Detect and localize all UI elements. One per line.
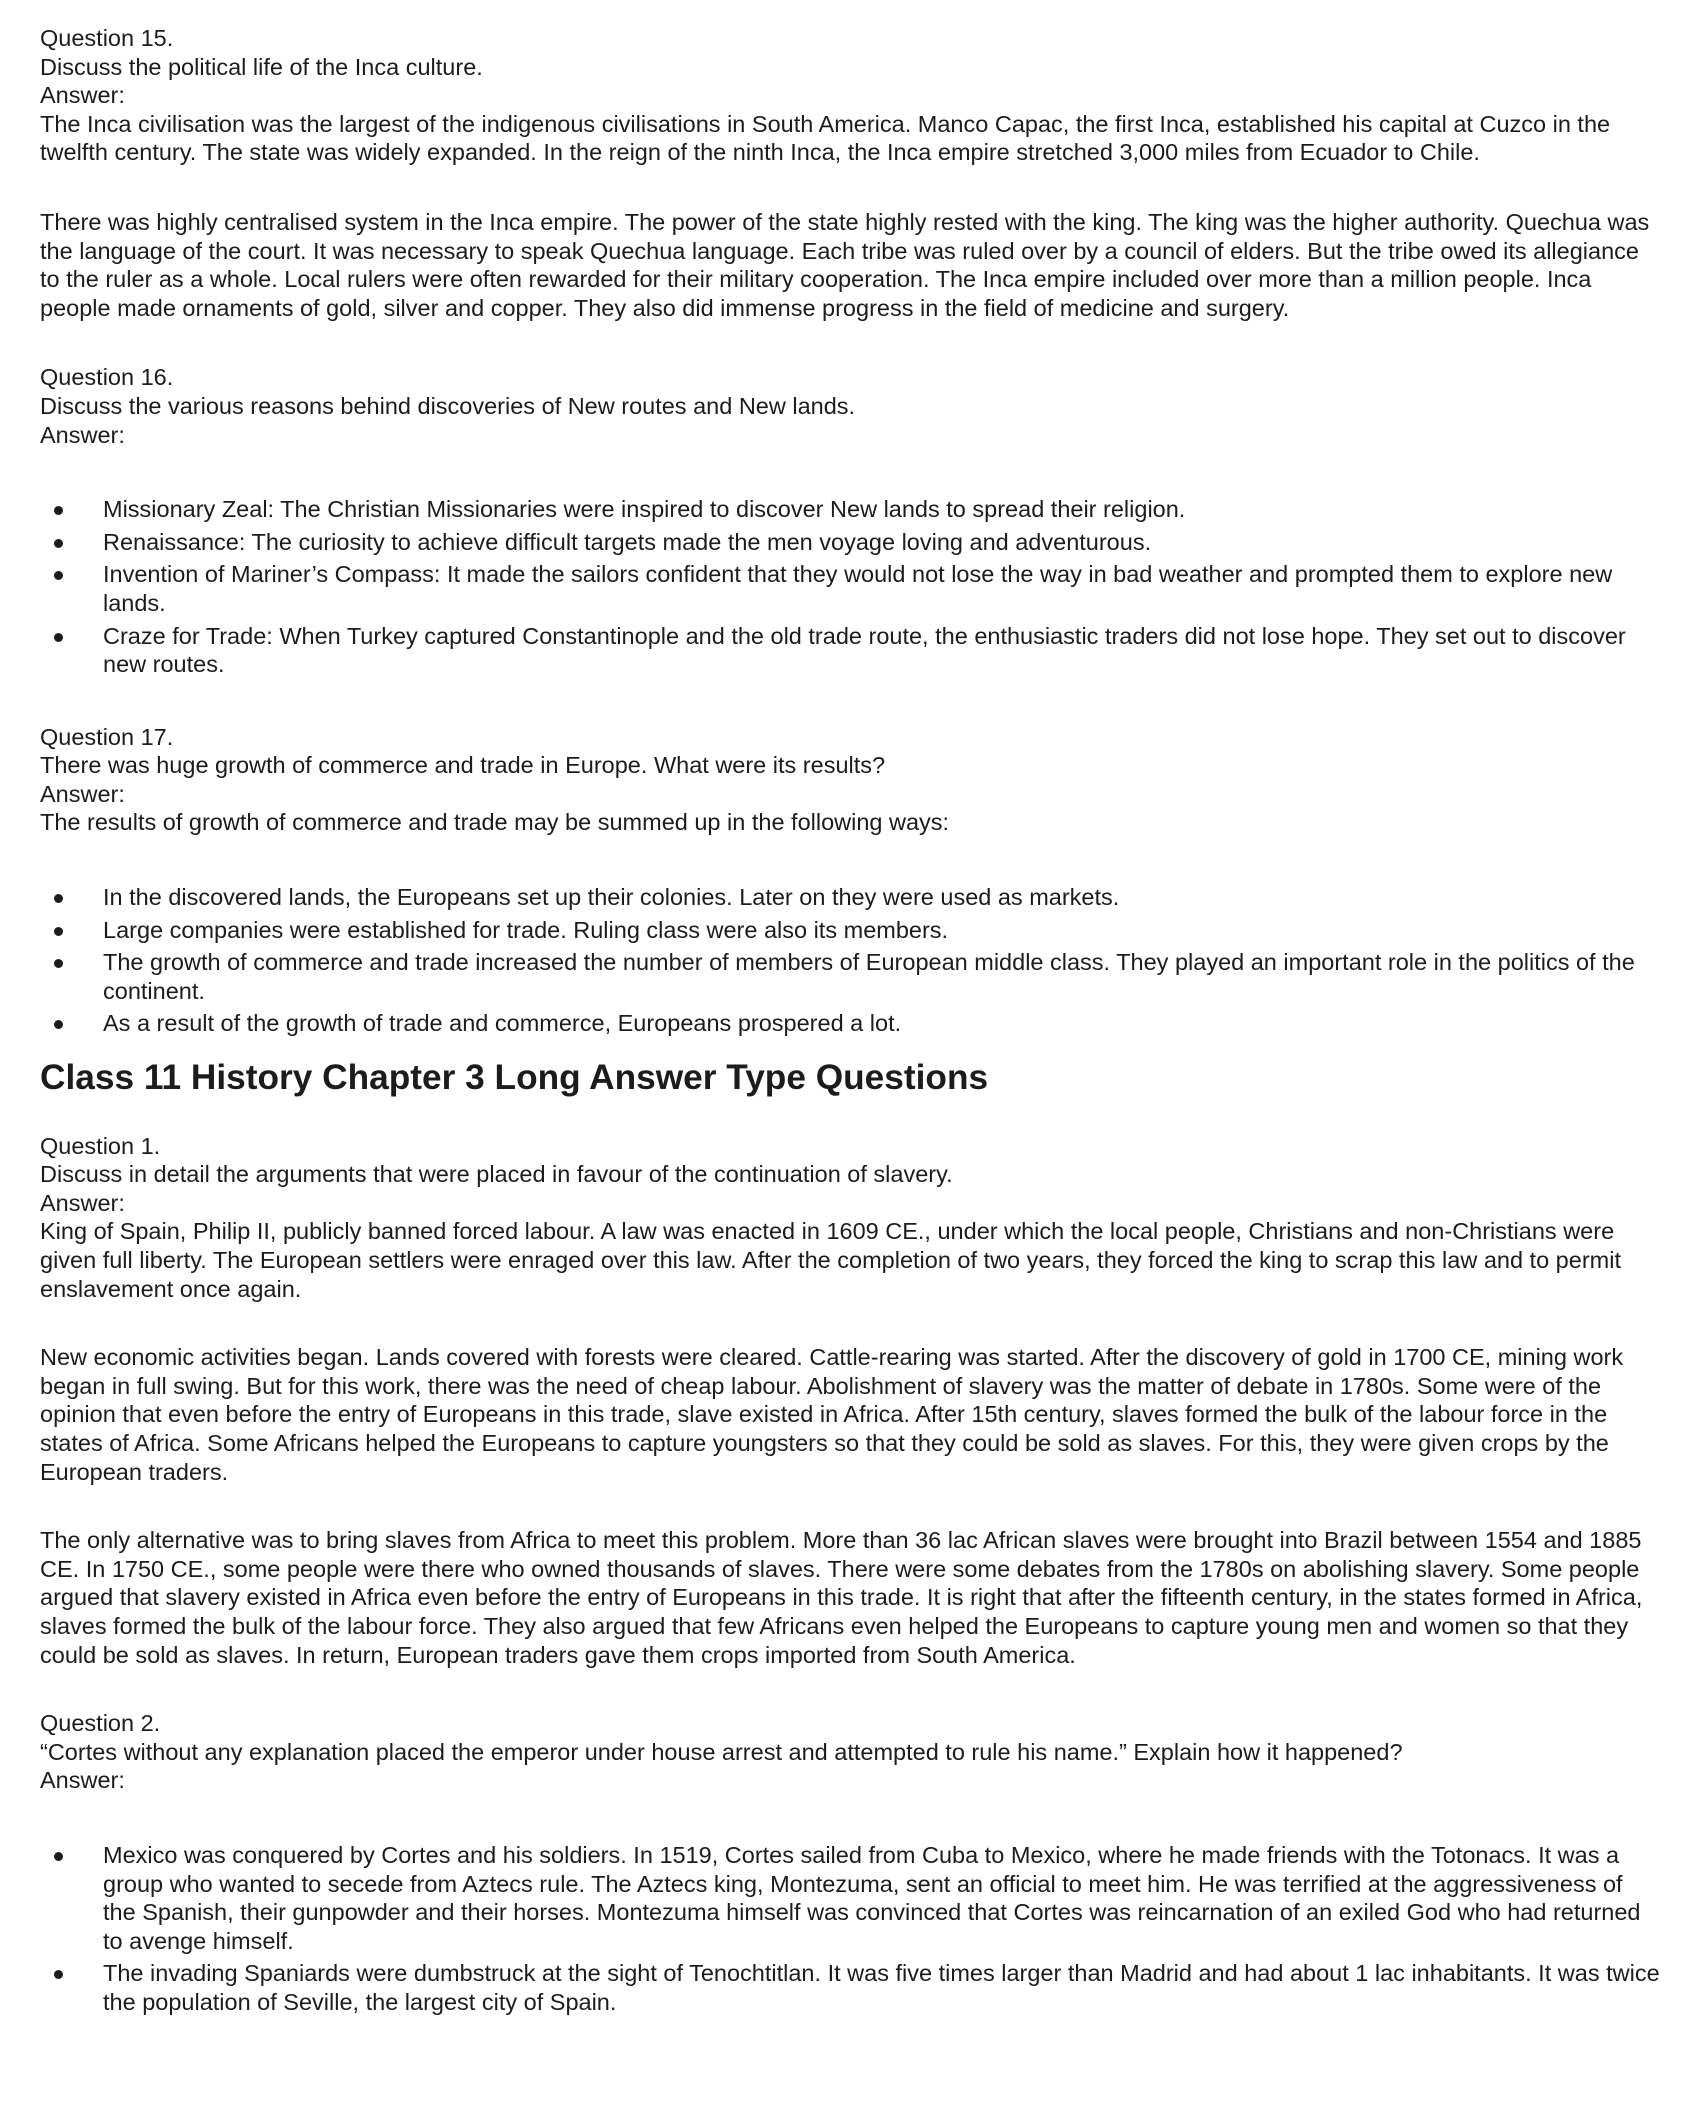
section-heading: Class 11 History Chapter 3 Long Answer Type Questions bbox=[40, 1058, 989, 1098]
answer-bullet-list bbox=[40, 495, 1660, 679]
question-text: “Cortes without any explanation placed the emperor under house arrest and attempted to rule his name.” Explain how it happened? bbox=[40, 1738, 1403, 1765]
list-item-text: Large companies were established for trade. Ruling class were also its members. bbox=[103, 916, 949, 943]
bullet-icon bbox=[54, 1970, 63, 1979]
question-text: There was huge growth of commerce and trade in Europe. What were its results? bbox=[40, 752, 886, 779]
list-item-text: Missionary Zeal: The Christian Missionaries were inspired to discover New lands to spread their religion. bbox=[103, 496, 1186, 523]
question-15 bbox=[40, 24, 1660, 322]
answer-paragraph: The only alternative was to bring slaves from Africa to meet this problem. More than 36 lac African slaves were brought into Brazil between 1554 and 1885 CE. In 1750 CE., some people were there who owned thousands of slaves. There were some debates from the 1780s on abolishing slavery. Some people argued that slavery existed in Africa even before the entry of Europeans in this trade. It is right that after the fifteenth century, in the states formed in Africa, slaves formed the bulk of the labour force. They also argued that few Africans even helped the Europeans to capture young men and women so that they could be sold as slaves. In return, European traders gave them crops imported from South America. bbox=[40, 1527, 1643, 1668]
bullet-icon bbox=[54, 571, 63, 580]
answer-label: Answer: bbox=[40, 421, 125, 448]
answer-intro: The results of growth of commerce and trade may be summed up in the following ways: bbox=[40, 809, 950, 836]
bullet-icon bbox=[54, 539, 63, 548]
bullet-icon bbox=[54, 633, 63, 642]
list-item-text: Craze for Trade: When Turkey captured Constantinople and the old trade route, the enthusiastic traders did not lose hope. They set out to discover new routes. bbox=[103, 622, 1626, 678]
list-item-text: Invention of Mariner’s Compass: It made the sailors confident that they would not lose the way in bad weather and prompted them to explore new lands. bbox=[103, 561, 1613, 616]
list-item bbox=[40, 1959, 1660, 2016]
bullet-icon bbox=[54, 1852, 63, 1861]
long-question-1 bbox=[40, 1132, 1660, 1670]
bullet-icon bbox=[54, 927, 63, 936]
list-item bbox=[40, 495, 1660, 524]
list-item-text: In the discovered lands, the Europeans set up their colonies. Later on they were used as markets. bbox=[103, 884, 1120, 911]
answer-bullet-list bbox=[40, 1841, 1660, 2017]
answer-paragraph: New economic activities began. Lands covered with forests were cleared. Cattle-rearing was started. After the discovery of gold in 1700 CE, mining work began in full swing. But for this work, there was the need of cheap labour. Abolishment of slavery was the matter of debate in 1780s. Some were of the opinion that even before the entry of Europeans in this trade, slave existed in Africa. After 15th century, slaves formed the bulk of the labour force in the states of Africa. Some Africans helped the Europeans to capture youngsters so that they could be sold as slaves. For this, they were given crops by the European traders. bbox=[40, 1344, 1624, 1485]
bullet-icon bbox=[54, 894, 63, 903]
long-question-2 bbox=[40, 1709, 1660, 2016]
answer-paragraph: There was highly centralised system in the Inca empire. The power of the state highly rested with the king. The king was the higher authority. Quechua was the language of the court. It was necessary to speak Quechua language. Each tribe was ruled over by a council of elders. But the tribe owed its allegiance to the ruler as a whole. Local rulers were often rewarded for their military cooperation. The Inca empire included over more than a million people. Inca people made ornaments of gold, silver and copper. They also did immense progress in the field of medicine and surgery. bbox=[40, 208, 1650, 321]
question-text: Discuss the various reasons behind discoveries of New routes and New lands. bbox=[40, 392, 856, 419]
list-item-text: As a result of the growth of trade and commerce, Europeans prospered a lot. bbox=[103, 1010, 902, 1037]
list-item bbox=[40, 528, 1660, 557]
question-label: Question 15. bbox=[40, 25, 174, 51]
list-item-text: The invading Spaniards were dumbstruck at the sight of Tenochtitlan. It was five times larger than Madrid and had about 1 lac inhabitants. It was twice the population of Seville, the largest city of Spain. bbox=[103, 1960, 1660, 2015]
question-label: Question 17. bbox=[40, 723, 174, 750]
answer-label: Answer: bbox=[40, 82, 125, 109]
answer-label: Answer: bbox=[40, 1189, 125, 1216]
question-label: Question 16. bbox=[40, 364, 174, 391]
list-item bbox=[40, 948, 1660, 1005]
bullet-icon bbox=[54, 506, 63, 515]
question-16 bbox=[40, 363, 1660, 678]
answer-paragraph: King of Spain, Philip II, publicly banned forced labour. A law was enacted in 1609 CE., under which the local people, Christians and non-Christians were given full liberty. The European settlers were enraged over this law. After the completion of two years, they forced the king to scrap this law and to permit enslavement once again. bbox=[40, 1218, 1621, 1302]
list-item-text: Mexico was conquered by Cortes and his soldiers. In 1519, Cortes sailed from Cuba to Mexico, where he made friends with the Totonacs. It was a group who wanted to secede from Aztecs rule. The Aztecs king, Montezuma, sent an official to meet him. He was terrified at the aggressiveness of the Spanish, their gunpowder and their horses. Montezuma himself was convinced that Cortes was reincarnation of an exiled God who had returned to avenge himself. bbox=[103, 1841, 1641, 1954]
question-label: Question 1. bbox=[40, 1132, 161, 1159]
question-17 bbox=[40, 723, 1660, 1038]
question-text: Discuss the political life of the Inca culture. bbox=[40, 53, 483, 80]
question-text: Discuss in detail the arguments that were placed in favour of the continuation of slavery. bbox=[40, 1161, 953, 1188]
list-item bbox=[40, 1841, 1660, 1955]
list-item bbox=[40, 622, 1660, 679]
bullet-icon bbox=[54, 1020, 63, 1029]
answer-label: Answer: bbox=[40, 780, 125, 807]
question-label: Question 2. bbox=[40, 1710, 161, 1737]
answer-paragraph: The Inca civilisation was the largest of the indigenous civilisations in South America. Manco Capac, the first Inca, established his capital at Cuzco in the twelfth century. The state was widely expanded. In the reign of the ninth Inca, the Inca empire stretched 3,000 miles from Ecuador to Chile. bbox=[40, 110, 1611, 166]
list-item-text: Renaissance: The curiosity to achieve difficult targets made the men voyage loving and adventurous. bbox=[103, 528, 1152, 555]
list-item bbox=[40, 560, 1660, 617]
answer-bullet-list bbox=[40, 883, 1660, 1038]
list-item-text: The growth of commerce and trade increased the number of members of European middle class. They played an important role in the politics of the continent. bbox=[103, 949, 1635, 1004]
answer-label: Answer: bbox=[40, 1767, 125, 1794]
bullet-icon bbox=[54, 959, 63, 968]
list-item bbox=[40, 883, 1660, 912]
list-item bbox=[40, 916, 1660, 945]
list-item bbox=[40, 1009, 1660, 1038]
